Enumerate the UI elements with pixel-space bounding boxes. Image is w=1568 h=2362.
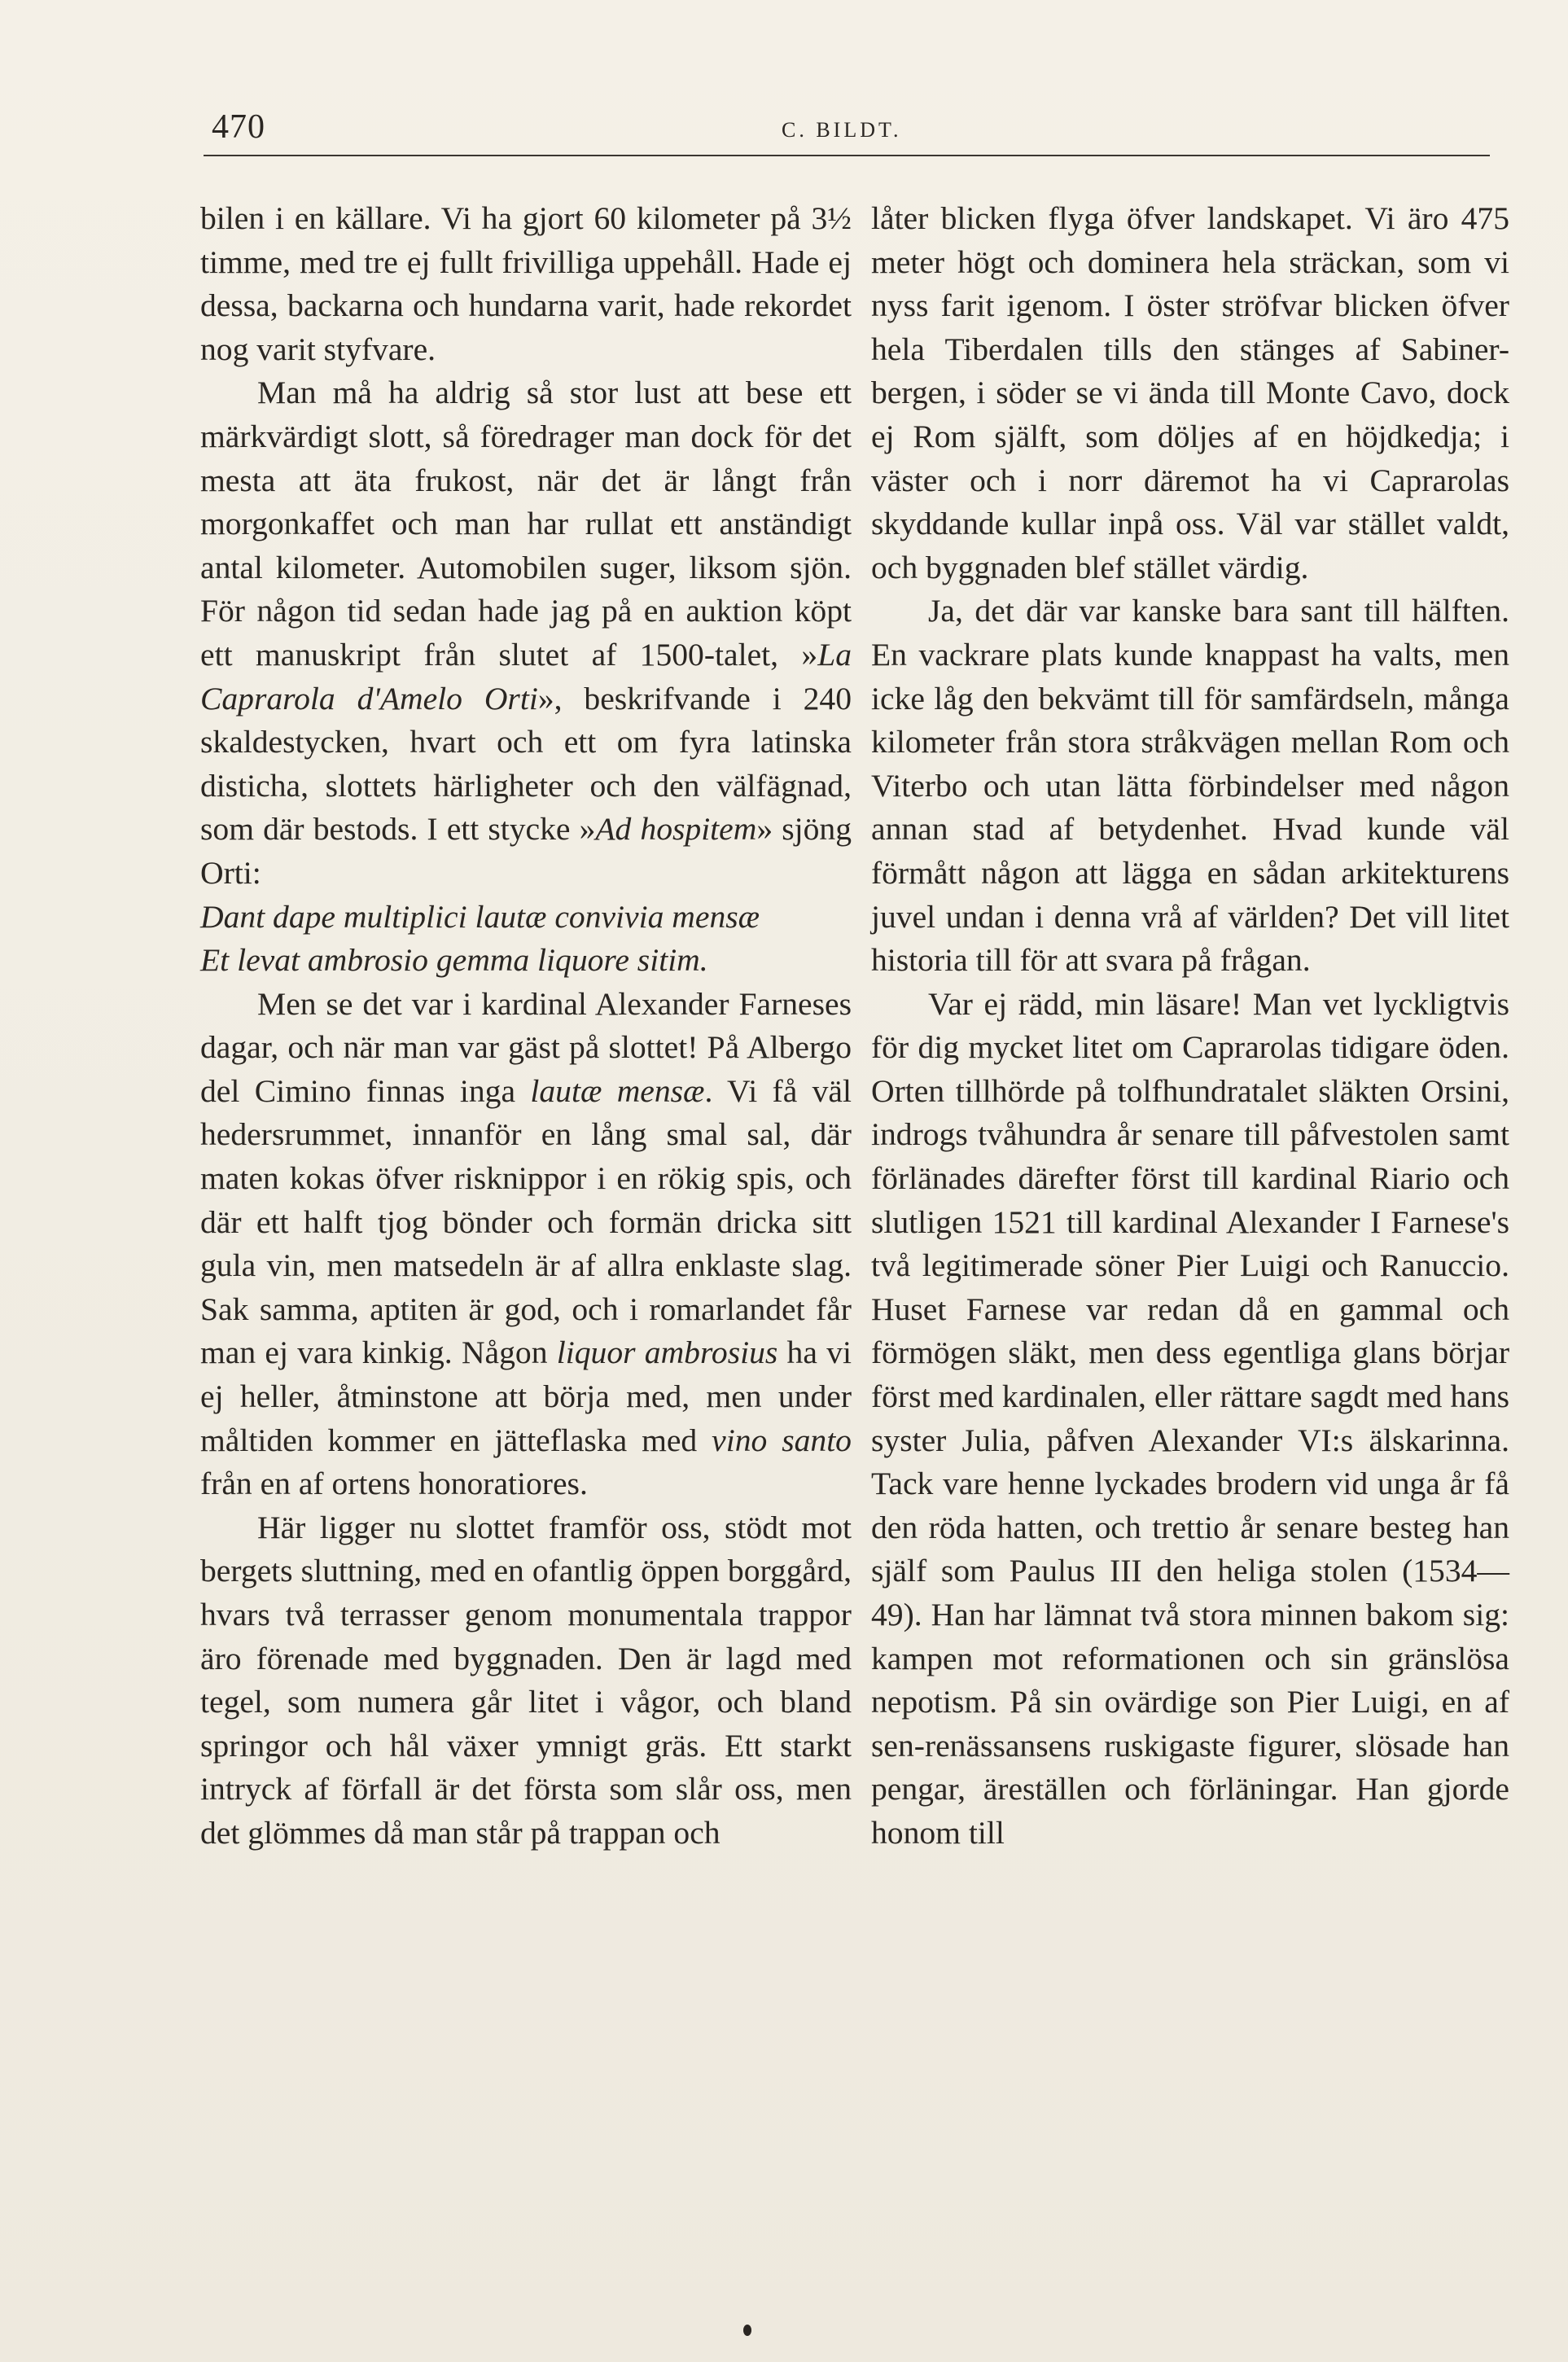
italic-phrase: liquor ambrosius [556, 1334, 778, 1371]
italic-title: La Caprarola d'Amelo Orti [200, 636, 852, 716]
paragraph: Man må ha aldrig så stor lust att bese ett märkvärdigt slott, så föredrager man dock för det mesta att äta frukost, när det är långt från morgonkaffet och man har rullat ett anständigt antal kilometer. Automobilen suger, liksom sjön. För någon tid sedan hade jag på en auktion köpt ett manuskript från slutet af 1500-talet, »La Caprarola d'Amelo Orti», beskrifvande i 240 skaldestycken, hvart och ett om fyra latinska disticha, slottets härligheter och den välfägnad, som där bestods. I ett stycke »Ad hospitem» sjöng Orti: [200, 375, 852, 891]
paragraph: bilen i en källare. Vi ha gjort 60 kilometer på 3½ timme, med tre ej fullt frivilliga uppehåll. Hade ej dessa, backarna och hundarna varit, hade rekordet nog varit styfvare. [200, 200, 852, 367]
page-number: 470 [212, 108, 265, 146]
paragraph: Men se det var i kardinal Alexander Farneses dagar, och när man var gäst på slottet! På Albergo del Cimino finnas inga lautæ mensæ. Vi få väl hedersrummet, innanför en lång smal sal, där maten kokas öfver risknippor i en rökig spis, och där ett halft tjog bönder och formän dricka sitt gula vin, men matsedeln är af allra enklaste slag. Sak samma, aptiten är god, och i romarlandet får man ej vara kinkig. Någon liquor ambrosius ha vi ej heller, åtminstone att börja med, men under måltiden kommer en jätteflaska med vino santo från en af ortens honoratiores. [200, 985, 852, 1502]
left-column [200, 197, 852, 1856]
verse-line: Dant dape multiplici lautæ convivia mensæ [200, 898, 760, 935]
paragraph: låter blicken flyga öfver landskapet. Vi äro 475 meter högt och dominera hela sträckan, som vi nyss farit igenom. I öster ströfvar blicken öfver hela Tiberdalen tills den stänges af Sabiner-bergen, i söder se vi ända till Monte Cavo, dock ej Rom själft, som döljes af en höjdkedja; i väster och i norr däremot ha vi Caprarolas skyddande kullar inpå oss. Väl var stället valdt, och byggnaden blef stället värdig. [871, 200, 1509, 585]
italic-phrase: vino santo [712, 1422, 852, 1458]
right-column [871, 197, 1509, 1856]
header-rule [204, 155, 1490, 156]
ink-speck [743, 2325, 751, 2336]
paragraph: Ja, det där var kanske bara sant till hälften. En vackrare plats kunde knappast ha valts, men icke låg den bekvämt till för samfärdseln, många kilometer från stora stråkvägen mellan Rom och Viterbo och utan lätta förbindelser med någon annan stad af betydenhet. Hvad kunde väl förmått någon att lägga en sådan arkitekturens juvel undan i denna vrå af världen? Det vill litet historia till för att svara på frågan. [871, 593, 1509, 979]
italic-phrase: lautæ mensæ [530, 1072, 705, 1109]
italic-title: Ad hospitem [595, 811, 757, 848]
verse-line: Et levat ambrosio gemma liquore sitim. [200, 942, 708, 979]
paragraph: Här ligger nu slottet framför oss, stödt mot bergets sluttning, med en ofantlig öppen borggård, hvars två terrasser genom monumentala trappor äro förenade med byggnaden. Den är lagd med tegel, som numera går litet i vågor, och bland springor och hål växer ymnigt gräs. Ett starkt intryck af förfall är det första som slår oss, men det glömmes då man står på trappan och [200, 1509, 852, 1851]
running-head: C. BILDT. [782, 118, 902, 142]
paragraph: Var ej rädd, min läsare! Man vet lyckligtvis för dig mycket litet om Caprarolas tidigare öden. Orten tillhörde på tolfhundratalet släkten Orsini, indrogs tvåhundra år senare till påfvestolen samt förlänades därefter först till kardinal Riario och slutligen 1521 till kardinal Alexander I Farnese's två legitimerade söner Pier Luigi och Ranuccio. Huset Farnese var redan då en gammal och förmögen släkt, men dess egentliga glans börjar först med kardinalen, eller rättare sagdt med hans syster Julia, påfven Alexander VI:s älskarinna. Tack vare henne lyckades brodern vid unga år få den röda hatten, och trettio år senare besteg han själf som Paulus III den heliga stolen (1534—49). Han har lämnat två stora minnen bakom sig: kampen mot reformationen och sin gränslösa nepotism. På sin ovärdige son Pier Luigi, en af sen-renässansens ruskigaste figurer, slösade han pengar, äreställen och förläningar. Han gjorde honom till [871, 985, 1509, 1851]
